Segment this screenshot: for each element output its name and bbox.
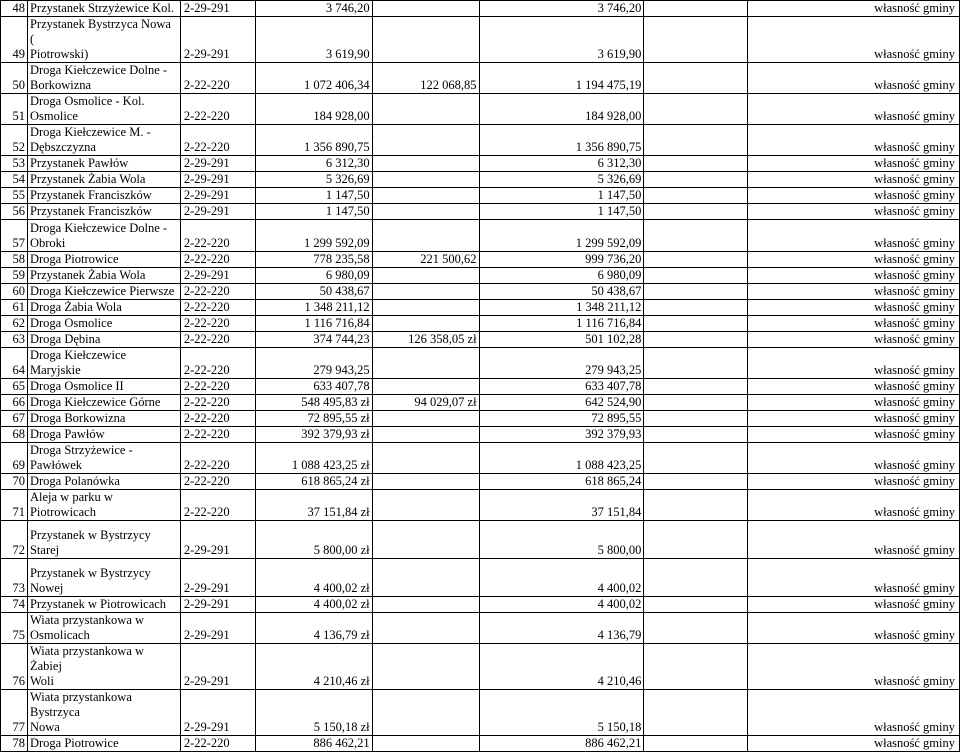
empty-cell bbox=[644, 427, 748, 443]
object-name-cell: Przystanek w Bystrzycy Nowej bbox=[27, 559, 180, 597]
object-name-cell: Droga Pawłów bbox=[27, 427, 180, 443]
ownership-cell: własność gminy bbox=[748, 268, 960, 284]
initial-value-cell: 3 619,90 bbox=[255, 17, 372, 63]
value-increase-cell bbox=[372, 736, 479, 752]
ownership-cell: własność gminy bbox=[748, 597, 960, 613]
empty-cell bbox=[644, 17, 748, 63]
value-increase-cell bbox=[372, 1, 479, 17]
classification-code-cell: 2-22-220 bbox=[180, 474, 255, 490]
table-row bbox=[1, 1, 960, 17]
row-number-cell: 77 bbox=[1, 690, 28, 736]
empty-cell bbox=[644, 521, 748, 559]
empty-cell bbox=[644, 644, 748, 690]
total-value-cell: 633 407,78 bbox=[479, 379, 644, 395]
total-value-cell: 886 462,21 bbox=[479, 736, 644, 752]
row-number-cell: 76 bbox=[1, 644, 28, 690]
value-increase-cell bbox=[372, 17, 479, 63]
total-value-cell: 1 299 592,09 bbox=[479, 220, 644, 252]
table-row bbox=[1, 443, 960, 474]
total-value-cell: 5 150,18 bbox=[479, 690, 644, 736]
table-row bbox=[1, 348, 960, 379]
row-number-cell: 66 bbox=[1, 395, 28, 411]
initial-value-cell: 5 326,69 bbox=[255, 172, 372, 188]
classification-code-cell: 2-29-291 bbox=[180, 1, 255, 17]
ownership-cell: własność gminy bbox=[748, 284, 960, 300]
ownership-cell: własność gminy bbox=[748, 490, 960, 521]
object-name-cell: Przystanek Żabia Wola bbox=[27, 268, 180, 284]
initial-value-cell: 633 407,78 bbox=[255, 379, 372, 395]
object-name-cell: Przystanek Strzyżewice Kol. bbox=[27, 1, 180, 17]
classification-code-cell: 2-29-291 bbox=[180, 613, 255, 644]
classification-code-cell: 2-22-220 bbox=[180, 125, 255, 156]
ownership-cell: własność gminy bbox=[748, 332, 960, 348]
total-value-cell: 1 194 475,19 bbox=[479, 63, 644, 94]
total-value-cell: 999 736,20 bbox=[479, 252, 644, 268]
object-name-cell: Droga Kiełczewice Pierwsze bbox=[27, 284, 180, 300]
initial-value-cell: 5 800,00 zł bbox=[255, 521, 372, 559]
table-row bbox=[1, 63, 960, 94]
value-increase-cell: 94 029,07 zł bbox=[372, 395, 479, 411]
table-row bbox=[1, 156, 960, 172]
ownership-cell: własność gminy bbox=[748, 300, 960, 316]
value-increase-cell bbox=[372, 284, 479, 300]
total-value-cell: 642 524,90 bbox=[479, 395, 644, 411]
initial-value-cell: 1 088 423,25 zł bbox=[255, 443, 372, 474]
initial-value-cell: 279 943,25 bbox=[255, 348, 372, 379]
total-value-cell: 1 348 211,12 bbox=[479, 300, 644, 316]
ownership-cell: własność gminy bbox=[748, 156, 960, 172]
initial-value-cell: 548 495,83 zł bbox=[255, 395, 372, 411]
object-name-cell: Droga Dębina bbox=[27, 332, 180, 348]
object-name-cell: Wiata przystankowa w Osmolicach bbox=[27, 613, 180, 644]
initial-value-cell: 184 928,00 bbox=[255, 94, 372, 125]
value-increase-cell bbox=[372, 427, 479, 443]
initial-value-cell: 886 462,21 bbox=[255, 736, 372, 752]
ownership-cell: własność gminy bbox=[748, 188, 960, 204]
row-number-cell: 53 bbox=[1, 156, 28, 172]
ownership-cell: własność gminy bbox=[748, 348, 960, 379]
empty-cell bbox=[644, 348, 748, 379]
object-name-cell: Przystanek Franciszków bbox=[27, 188, 180, 204]
classification-code-cell: 2-29-291 bbox=[180, 17, 255, 63]
row-number-cell: 51 bbox=[1, 94, 28, 125]
value-increase-cell bbox=[372, 644, 479, 690]
empty-cell bbox=[644, 284, 748, 300]
object-name-cell: Droga Kiełczewice Maryjskie bbox=[27, 348, 180, 379]
total-value-cell: 392 379,93 bbox=[479, 427, 644, 443]
value-increase-cell bbox=[372, 613, 479, 644]
empty-cell bbox=[644, 690, 748, 736]
ownership-cell: własność gminy bbox=[748, 395, 960, 411]
total-value-cell: 4 210,46 bbox=[479, 644, 644, 690]
classification-code-cell: 2-22-220 bbox=[180, 395, 255, 411]
row-number-cell: 62 bbox=[1, 316, 28, 332]
row-number-cell: 63 bbox=[1, 332, 28, 348]
object-name-cell: Wiata przystankowa Bystrzyca Nowa bbox=[27, 690, 180, 736]
table-row bbox=[1, 172, 960, 188]
initial-value-cell: 50 438,67 bbox=[255, 284, 372, 300]
object-name-cell: Droga Kiełczewice Dolne - Obroki bbox=[27, 220, 180, 252]
value-increase-cell bbox=[372, 125, 479, 156]
table-row bbox=[1, 490, 960, 521]
initial-value-cell: 618 865,24 zł bbox=[255, 474, 372, 490]
empty-cell bbox=[644, 559, 748, 597]
classification-code-cell: 2-22-220 bbox=[180, 736, 255, 752]
value-increase-cell bbox=[372, 474, 479, 490]
object-name-cell: Przystanek w Piotrowicach bbox=[27, 597, 180, 613]
empty-cell bbox=[644, 411, 748, 427]
total-value-cell: 1 147,50 bbox=[479, 188, 644, 204]
empty-cell bbox=[644, 220, 748, 252]
empty-cell bbox=[644, 94, 748, 125]
table-row bbox=[1, 474, 960, 490]
total-value-cell: 5 800,00 bbox=[479, 521, 644, 559]
ownership-cell: własność gminy bbox=[748, 559, 960, 597]
object-name-cell: Przystanek Żabia Wola bbox=[27, 172, 180, 188]
classification-code-cell: 2-22-220 bbox=[180, 94, 255, 125]
empty-cell bbox=[644, 125, 748, 156]
initial-value-cell: 1 072 406,34 bbox=[255, 63, 372, 94]
object-name-cell: Przystanek Franciszków bbox=[27, 204, 180, 220]
table-row bbox=[1, 559, 960, 597]
value-increase-cell bbox=[372, 597, 479, 613]
table-row bbox=[1, 17, 960, 63]
initial-value-cell: 1 147,50 bbox=[255, 204, 372, 220]
value-increase-cell bbox=[372, 300, 479, 316]
initial-value-cell: 6 312,30 bbox=[255, 156, 372, 172]
empty-cell bbox=[644, 736, 748, 752]
empty-cell bbox=[644, 188, 748, 204]
empty-cell bbox=[644, 268, 748, 284]
total-value-cell: 501 102,28 bbox=[479, 332, 644, 348]
value-increase-cell: 122 068,85 bbox=[372, 63, 479, 94]
classification-code-cell: 2-29-291 bbox=[180, 559, 255, 597]
initial-value-cell: 374 744,23 bbox=[255, 332, 372, 348]
empty-cell bbox=[644, 613, 748, 644]
initial-value-cell: 37 151,84 zł bbox=[255, 490, 372, 521]
empty-cell bbox=[644, 316, 748, 332]
value-increase-cell bbox=[372, 559, 479, 597]
classification-code-cell: 2-22-220 bbox=[180, 284, 255, 300]
table-row bbox=[1, 379, 960, 395]
initial-value-cell: 4 210,46 zł bbox=[255, 644, 372, 690]
row-number-cell: 59 bbox=[1, 268, 28, 284]
empty-cell bbox=[644, 474, 748, 490]
ownership-cell: własność gminy bbox=[748, 316, 960, 332]
initial-value-cell: 1 147,50 bbox=[255, 188, 372, 204]
classification-code-cell: 2-22-220 bbox=[180, 332, 255, 348]
classification-code-cell: 2-22-220 bbox=[180, 252, 255, 268]
total-value-cell: 3 746,20 bbox=[479, 1, 644, 17]
table-row bbox=[1, 332, 960, 348]
value-increase-cell bbox=[372, 490, 479, 521]
total-value-cell: 184 928,00 bbox=[479, 94, 644, 125]
initial-value-cell: 1 356 890,75 bbox=[255, 125, 372, 156]
value-increase-cell bbox=[372, 411, 479, 427]
ownership-cell: własność gminy bbox=[748, 252, 960, 268]
asset-table-body bbox=[1, 1, 960, 752]
row-number-cell: 48 bbox=[1, 1, 28, 17]
table-row bbox=[1, 204, 960, 220]
classification-code-cell: 2-29-291 bbox=[180, 644, 255, 690]
table-row bbox=[1, 268, 960, 284]
value-increase-cell bbox=[372, 521, 479, 559]
initial-value-cell: 392 379,93 zł bbox=[255, 427, 372, 443]
row-number-cell: 69 bbox=[1, 443, 28, 474]
row-number-cell: 75 bbox=[1, 613, 28, 644]
object-name-cell: Przystanek Bystrzyca Nowa ( Piotrowski) bbox=[27, 17, 180, 63]
total-value-cell: 4 400,02 bbox=[479, 559, 644, 597]
initial-value-cell: 72 895,55 zł bbox=[255, 411, 372, 427]
total-value-cell: 1 116 716,84 bbox=[479, 316, 644, 332]
initial-value-cell: 1 348 211,12 bbox=[255, 300, 372, 316]
classification-code-cell: 2-29-291 bbox=[180, 268, 255, 284]
ownership-cell: własność gminy bbox=[748, 443, 960, 474]
table-row bbox=[1, 220, 960, 252]
object-name-cell: Droga Kiełczewice Dolne - Borkowizna bbox=[27, 63, 180, 94]
row-number-cell: 64 bbox=[1, 348, 28, 379]
value-increase-cell bbox=[372, 156, 479, 172]
classification-code-cell: 2-22-220 bbox=[180, 220, 255, 252]
ownership-cell: własność gminy bbox=[748, 220, 960, 252]
total-value-cell: 3 619,90 bbox=[479, 17, 644, 63]
row-number-cell: 65 bbox=[1, 379, 28, 395]
initial-value-cell: 4 136,79 zł bbox=[255, 613, 372, 644]
empty-cell bbox=[644, 204, 748, 220]
empty-cell bbox=[644, 156, 748, 172]
classification-code-cell: 2-22-220 bbox=[180, 348, 255, 379]
object-name-cell: Aleja w parku w Piotrowicach bbox=[27, 490, 180, 521]
table-row bbox=[1, 690, 960, 736]
row-number-cell: 68 bbox=[1, 427, 28, 443]
value-increase-cell bbox=[372, 348, 479, 379]
value-increase-cell bbox=[372, 316, 479, 332]
value-increase-cell bbox=[372, 443, 479, 474]
row-number-cell: 72 bbox=[1, 521, 28, 559]
table-row bbox=[1, 613, 960, 644]
ownership-cell: własność gminy bbox=[748, 427, 960, 443]
object-name-cell: Droga Strzyżewice - Pawłówek bbox=[27, 443, 180, 474]
value-increase-cell: 221 500,62 bbox=[372, 252, 479, 268]
row-number-cell: 61 bbox=[1, 300, 28, 316]
classification-code-cell: 2-29-291 bbox=[180, 521, 255, 559]
initial-value-cell: 1 299 592,09 bbox=[255, 220, 372, 252]
value-increase-cell: 126 358,05 zł bbox=[372, 332, 479, 348]
object-name-cell: Droga Polanówka bbox=[27, 474, 180, 490]
total-value-cell: 72 895,55 bbox=[479, 411, 644, 427]
total-value-cell: 6 312,30 bbox=[479, 156, 644, 172]
ownership-cell: własność gminy bbox=[748, 172, 960, 188]
row-number-cell: 73 bbox=[1, 559, 28, 597]
object-name-cell: Droga Kiełczewice M. - Dębszczyzna bbox=[27, 125, 180, 156]
ownership-cell: własność gminy bbox=[748, 736, 960, 752]
row-number-cell: 71 bbox=[1, 490, 28, 521]
value-increase-cell bbox=[372, 220, 479, 252]
ownership-cell: własność gminy bbox=[748, 17, 960, 63]
table-row bbox=[1, 316, 960, 332]
classification-code-cell: 2-29-291 bbox=[180, 156, 255, 172]
empty-cell bbox=[644, 63, 748, 94]
total-value-cell: 6 980,09 bbox=[479, 268, 644, 284]
empty-cell bbox=[644, 490, 748, 521]
total-value-cell: 5 326,69 bbox=[479, 172, 644, 188]
row-number-cell: 67 bbox=[1, 411, 28, 427]
value-increase-cell bbox=[372, 268, 479, 284]
object-name-cell: Droga Osmolice - Kol. Osmolice bbox=[27, 94, 180, 125]
ownership-cell: własność gminy bbox=[748, 644, 960, 690]
object-name-cell: Droga Borkowizna bbox=[27, 411, 180, 427]
empty-cell bbox=[644, 1, 748, 17]
row-number-cell: 56 bbox=[1, 204, 28, 220]
ownership-cell: własność gminy bbox=[748, 1, 960, 17]
row-number-cell: 78 bbox=[1, 736, 28, 752]
row-number-cell: 74 bbox=[1, 597, 28, 613]
table-row bbox=[1, 94, 960, 125]
object-name-cell: Wiata przystankowa w Żabiej Woli bbox=[27, 644, 180, 690]
empty-cell bbox=[644, 300, 748, 316]
total-value-cell: 1 147,50 bbox=[479, 204, 644, 220]
ownership-cell: własność gminy bbox=[748, 474, 960, 490]
initial-value-cell: 778 235,58 bbox=[255, 252, 372, 268]
total-value-cell: 1 356 890,75 bbox=[479, 125, 644, 156]
object-name-cell: Droga Żabia Wola bbox=[27, 300, 180, 316]
table-row bbox=[1, 188, 960, 204]
empty-cell bbox=[644, 597, 748, 613]
ownership-cell: własność gminy bbox=[748, 411, 960, 427]
empty-cell bbox=[644, 395, 748, 411]
value-increase-cell bbox=[372, 172, 479, 188]
table-row bbox=[1, 395, 960, 411]
value-increase-cell bbox=[372, 690, 479, 736]
ownership-cell: własność gminy bbox=[748, 521, 960, 559]
ownership-cell: własność gminy bbox=[748, 63, 960, 94]
classification-code-cell: 2-29-291 bbox=[180, 172, 255, 188]
total-value-cell: 1 088 423,25 bbox=[479, 443, 644, 474]
table-row bbox=[1, 284, 960, 300]
classification-code-cell: 2-22-220 bbox=[180, 300, 255, 316]
classification-code-cell: 2-22-220 bbox=[180, 63, 255, 94]
empty-cell bbox=[644, 443, 748, 474]
row-number-cell: 57 bbox=[1, 220, 28, 252]
empty-cell bbox=[644, 172, 748, 188]
empty-cell bbox=[644, 332, 748, 348]
table-row bbox=[1, 300, 960, 316]
row-number-cell: 55 bbox=[1, 188, 28, 204]
table-row bbox=[1, 736, 960, 752]
empty-cell bbox=[644, 379, 748, 395]
row-number-cell: 50 bbox=[1, 63, 28, 94]
object-name-cell: Droga Osmolice bbox=[27, 316, 180, 332]
initial-value-cell: 3 746,20 bbox=[255, 1, 372, 17]
row-number-cell: 70 bbox=[1, 474, 28, 490]
table-row bbox=[1, 427, 960, 443]
value-increase-cell bbox=[372, 188, 479, 204]
row-number-cell: 52 bbox=[1, 125, 28, 156]
classification-code-cell: 2-22-220 bbox=[180, 379, 255, 395]
classification-code-cell: 2-22-220 bbox=[180, 411, 255, 427]
object-name-cell: Droga Kiełczewice Górne bbox=[27, 395, 180, 411]
table-row bbox=[1, 597, 960, 613]
classification-code-cell: 2-29-291 bbox=[180, 597, 255, 613]
table-row bbox=[1, 252, 960, 268]
ownership-cell: własność gminy bbox=[748, 379, 960, 395]
table-row bbox=[1, 521, 960, 559]
ownership-cell: własność gminy bbox=[748, 690, 960, 736]
classification-code-cell: 2-22-220 bbox=[180, 427, 255, 443]
value-increase-cell bbox=[372, 94, 479, 125]
initial-value-cell: 5 150,18 zł bbox=[255, 690, 372, 736]
table-row bbox=[1, 125, 960, 156]
object-name-cell: Przystanek w Bystrzycy Starej bbox=[27, 521, 180, 559]
row-number-cell: 58 bbox=[1, 252, 28, 268]
total-value-cell: 37 151,84 bbox=[479, 490, 644, 521]
ownership-cell: własność gminy bbox=[748, 125, 960, 156]
row-number-cell: 54 bbox=[1, 172, 28, 188]
total-value-cell: 618 865,24 bbox=[479, 474, 644, 490]
object-name-cell: Droga Piotrowice bbox=[27, 252, 180, 268]
initial-value-cell: 4 400,02 zł bbox=[255, 597, 372, 613]
classification-code-cell: 2-22-220 bbox=[180, 443, 255, 474]
total-value-cell: 4 136,79 bbox=[479, 613, 644, 644]
total-value-cell: 50 438,67 bbox=[479, 284, 644, 300]
table-row bbox=[1, 411, 960, 427]
row-number-cell: 49 bbox=[1, 17, 28, 63]
ownership-cell: własność gminy bbox=[748, 613, 960, 644]
object-name-cell: Droga Piotrowice bbox=[27, 736, 180, 752]
total-value-cell: 279 943,25 bbox=[479, 348, 644, 379]
initial-value-cell: 4 400,02 zł bbox=[255, 559, 372, 597]
ownership-cell: własność gminy bbox=[748, 204, 960, 220]
initial-value-cell: 1 116 716,84 bbox=[255, 316, 372, 332]
classification-code-cell: 2-29-291 bbox=[180, 204, 255, 220]
ownership-cell: własność gminy bbox=[748, 94, 960, 125]
object-name-cell: Przystanek Pawłów bbox=[27, 156, 180, 172]
value-increase-cell bbox=[372, 379, 479, 395]
initial-value-cell: 6 980,09 bbox=[255, 268, 372, 284]
value-increase-cell bbox=[372, 204, 479, 220]
empty-cell bbox=[644, 252, 748, 268]
classification-code-cell: 2-22-220 bbox=[180, 316, 255, 332]
row-number-cell: 60 bbox=[1, 284, 28, 300]
total-value-cell: 4 400,02 bbox=[479, 597, 644, 613]
table-row bbox=[1, 644, 960, 690]
object-name-cell: Droga Osmolice II bbox=[27, 379, 180, 395]
classification-code-cell: 2-29-291 bbox=[180, 188, 255, 204]
classification-code-cell: 2-22-220 bbox=[180, 490, 255, 521]
classification-code-cell: 2-29-291 bbox=[180, 690, 255, 736]
